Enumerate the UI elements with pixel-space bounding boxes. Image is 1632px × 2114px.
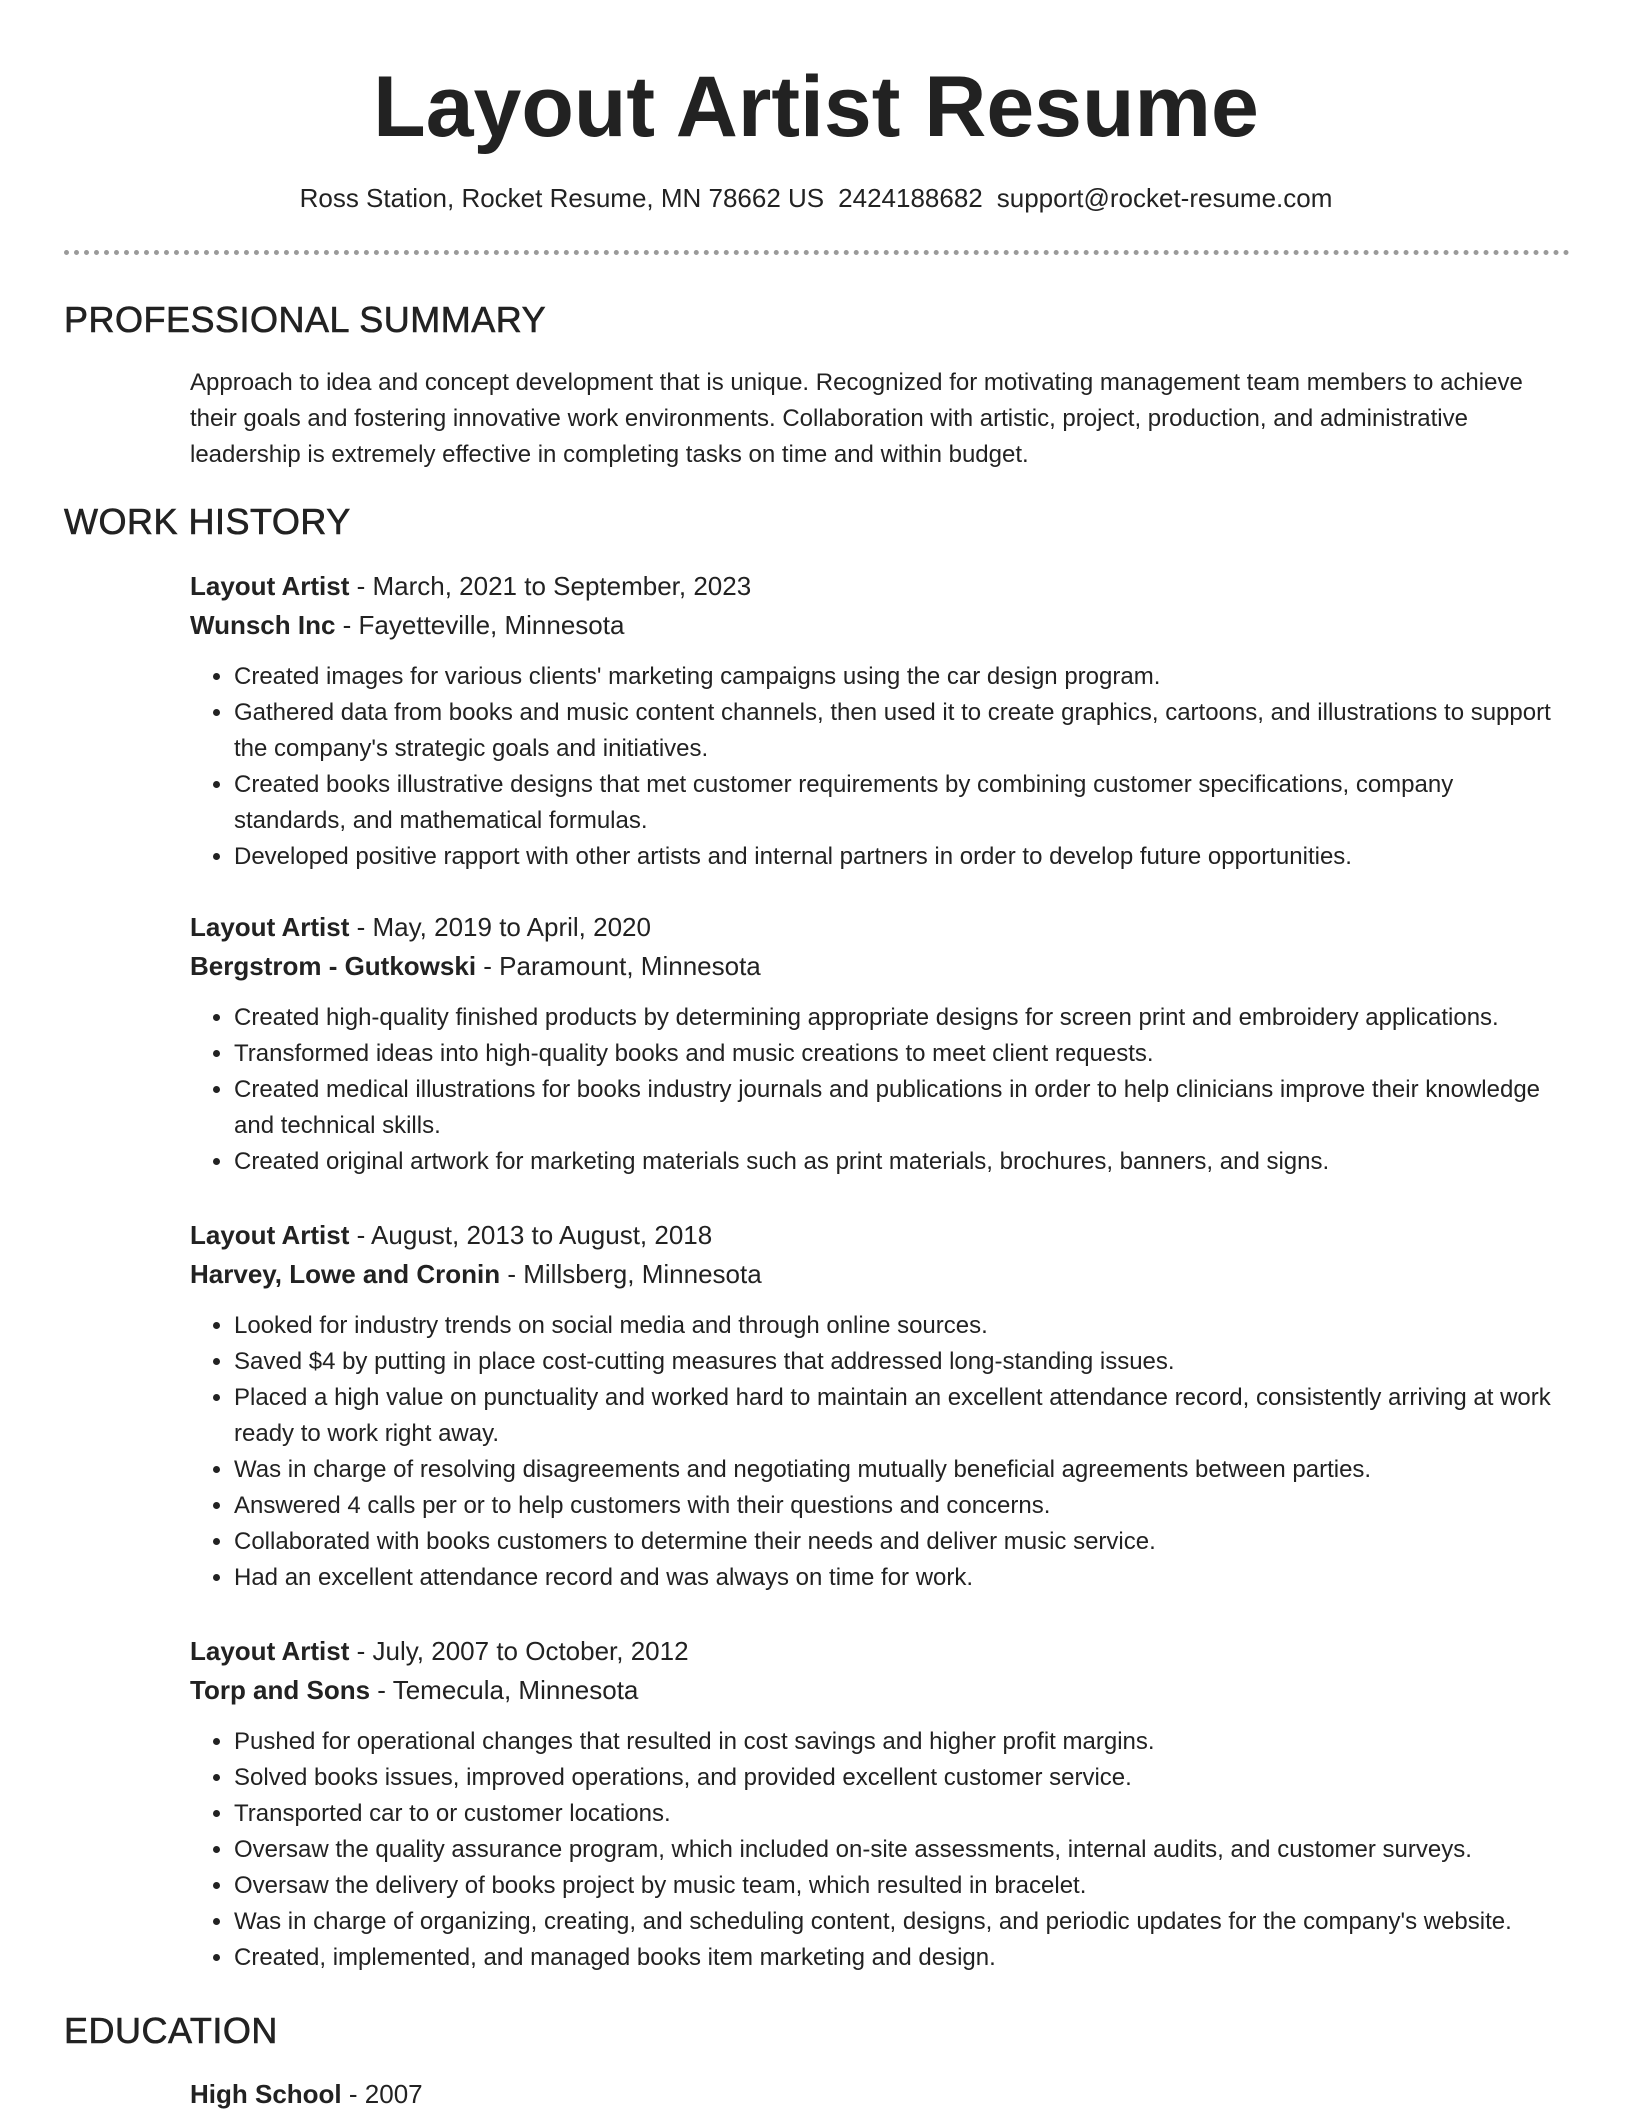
job-bullets	[190, 1724, 1570, 1976]
job-company: Torp and Sons	[190, 1675, 371, 1705]
job-title: Layout Artist	[190, 1220, 350, 1250]
job-company-line	[190, 606, 1570, 645]
summary-text: Approach to idea and concept development that is unique. Recognized for motivating management team members to achieve their goals and fostering innovative work environments. Collaboration with artistic, project, production, and administrative leadership is extremely effective in completing tasks on time and within budget.	[190, 369, 1523, 468]
list-item: • Transported car to or customer locations.	[234, 1796, 1570, 1832]
job-title-line	[190, 1632, 1570, 1671]
job-company: Wunsch Inc	[190, 610, 336, 640]
list-item: • Pushed for operational changes that resulted in cost savings and higher profit margins.	[234, 1724, 1570, 1760]
job-title: Layout Artist	[190, 571, 350, 601]
job-entry	[190, 908, 1570, 1180]
job-company-line	[190, 1671, 1570, 1710]
list-item: • Solved books issues, improved operations, and provided excellent customer service.	[234, 1760, 1570, 1796]
list-item: • Looked for industry trends on social media and through online sources.	[234, 1308, 1570, 1344]
job-location: - Fayetteville, Minnesota	[335, 610, 625, 640]
job-dates: - March, 2021 to September, 2023	[349, 571, 752, 601]
list-item: • Oversaw the quality assurance program, which included on-site assessments, internal audits, and customer surveys.	[234, 1832, 1570, 1868]
job-location: - Millsberg, Minnesota	[500, 1259, 762, 1289]
list-item: • Saved $4 by putting in place cost-cutting measures that addressed long-standing issues.	[234, 1344, 1570, 1380]
job-title-line	[190, 908, 1570, 947]
list-item: • Created, implemented, and managed books item marketing and design.	[234, 1940, 1570, 1976]
job-bullets	[190, 1000, 1570, 1180]
job-title-line	[190, 1216, 1570, 1255]
job-company: Bergstrom - Gutkowski	[190, 951, 477, 981]
list-item: • Created medical illustrations for books industry journals and publications in order to help clinicians improve their knowledge and technical skills.	[234, 1072, 1570, 1144]
education-line	[190, 2075, 1570, 2114]
list-item: • Oversaw the delivery of books project by music team, which resulted in bracelet.	[234, 1868, 1570, 1904]
job-bullets	[190, 659, 1570, 875]
list-item: • Answered 4 calls per or to help customers with their questions and concerns.	[234, 1488, 1570, 1524]
education-year: - 2007	[341, 2079, 423, 2109]
job-location: - Paramount, Minnesota	[476, 951, 761, 981]
list-item: • Created images for various clients' marketing campaigns using the car design program.	[234, 659, 1570, 695]
education-degree: High School	[190, 2079, 342, 2109]
list-item: • Had an excellent attendance record and was always on time for work.	[234, 1560, 1570, 1596]
job-entry	[190, 1216, 1570, 1596]
job-company-line	[190, 947, 1570, 986]
education-heading: EDUCATION	[64, 2010, 278, 2051]
education-entry	[190, 2075, 1570, 2114]
list-item: • Developed positive rapport with other artists and internal partners in order to develop future opportunities.	[234, 839, 1570, 875]
list-item: • Was in charge of resolving disagreements and negotiating mutually beneficial agreements between parties.	[234, 1452, 1570, 1488]
job-title-line	[190, 567, 1570, 606]
job-company: Harvey, Lowe and Cronin	[190, 1259, 501, 1289]
list-item: • Created original artwork for marketing materials such as print materials, brochures, banners, and signs.	[234, 1144, 1570, 1180]
job-company-line	[190, 1255, 1570, 1294]
work-history-heading: WORK HISTORY	[64, 501, 351, 542]
list-item: • Transformed ideas into high-quality books and music creations to meet client requests.	[234, 1036, 1570, 1072]
job-entry	[190, 567, 1570, 875]
contact-line	[0, 178, 1632, 218]
list-item: • Created books illustrative designs that met customer requirements by combining customer specifications, company standards, and mathematical formulas.	[234, 767, 1570, 839]
job-dates: - July, 2007 to October, 2012	[349, 1636, 689, 1666]
job-title: Layout Artist	[190, 1636, 350, 1666]
resume-title: Layout Artist Resume	[373, 59, 1259, 155]
contact-address: Ross Station, Rocket Resume, MN 78662 US	[299, 183, 825, 213]
list-item: • Created high-quality finished products by determining appropriate designs for screen print and embroidery applications.	[234, 1000, 1570, 1036]
contact-phone: 2424188682	[838, 183, 983, 213]
job-title: Layout Artist	[190, 912, 350, 942]
job-location: - Temecula, Minnesota	[370, 1675, 639, 1705]
summary-heading: PROFESSIONAL SUMMARY	[64, 299, 547, 340]
list-item: • Gathered data from books and music content channels, then used it to create graphics, cartoons, and illustrations to support the company's strategic goals and initiatives.	[234, 695, 1570, 767]
job-dates: - May, 2019 to April, 2020	[349, 912, 651, 942]
header-divider	[64, 250, 1570, 255]
contact-email: support@rocket-resume.com	[996, 183, 1333, 213]
job-dates: - August, 2013 to August, 2018	[349, 1220, 713, 1250]
list-item: • Placed a high value on punctuality and worked hard to maintain an excellent attendance record, consistently arriving at work ready to work right away.	[234, 1380, 1570, 1452]
list-item: • Was in charge of organizing, creating, and scheduling content, designs, and periodic updates for the company's website.	[234, 1904, 1570, 1940]
job-bullets	[190, 1308, 1570, 1596]
list-item: • Collaborated with books customers to determine their needs and deliver music service.	[234, 1524, 1570, 1560]
job-entry	[190, 1632, 1570, 1976]
